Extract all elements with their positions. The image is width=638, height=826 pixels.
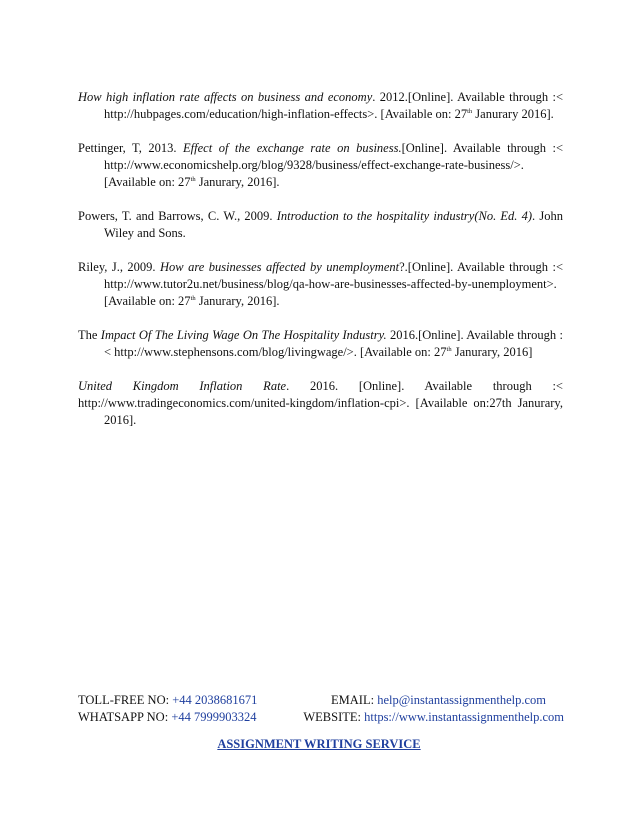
- service-link[interactable]: ASSIGNMENT WRITING SERVICE: [217, 737, 421, 751]
- footer-row-2: [78, 709, 564, 726]
- footer-row-1: [78, 692, 564, 709]
- website-info: WEBSITE: https://www.instantassignmenthelp.com: [303, 710, 564, 724]
- reference-entry: How high inflation rate affects on business and economy. 2012.[Online]. Available through :< http://hubpages.com/education/high-inflation-effects>. [Available on: 27th Janurary 2016].: [78, 90, 563, 121]
- reference-entry: The Impact Of The Living Wage On The Hospitality Industry. 2016.[Online]. Available through :< http://www.stephensons.com/blog/livingwage/>. [Available on: 27th Janurary, 2016]: [78, 328, 563, 359]
- reference-first-line: United Kingdom Inflation Rate. 2016. [Online]. Available through :<: [78, 379, 563, 393]
- reference-author: Pettinger, T, 2013.: [78, 141, 184, 155]
- reference-entry: Riley, J., 2009. How are businesses affected by unemployment?.[Online]. Available through :< http://www.tutor2u.net/business/blog/qa-how-are-businesses-affected-by-unemployment>. [Available on: 27th Janurary, 2016].: [78, 260, 563, 308]
- email-link[interactable]: help@instantassignmenthelp.com: [377, 693, 546, 707]
- reference-details: http://www.tradingeconomics.com/united-kingdom/inflation-cpi>. [Available on:27th Janurary, 2016].: [78, 396, 563, 427]
- contact-footer: [78, 692, 564, 726]
- email-info: EMAIL: help@instantassignmenthelp.com: [331, 693, 546, 707]
- reference-list: [78, 89, 563, 446]
- reference-details: [Online]. Available through :< http://www.economicshelp.org/blog/9328/business/effect-exchange-rate-business/>. [Available on: 27: [104, 141, 563, 189]
- tollfree-number[interactable]: +44 2038681671: [172, 693, 258, 707]
- reference-details: 2016.[Online]. Available through :< http://www.stephensons.com/blog/livingwage/>. [Available on: 27: [104, 328, 563, 359]
- reference-title: How are businesses affected by unemployment: [160, 260, 400, 274]
- reference-title: Introduction to the hospitality industry(No. Ed. 4): [276, 209, 533, 223]
- whatsapp-number[interactable]: +44 7999903324: [171, 710, 257, 724]
- reference-title: Effect of the exchange rate on business.: [183, 141, 402, 155]
- reference-title: How high inflation rate affects on business and economy: [78, 90, 373, 104]
- reference-title: United Kingdom Inflation Rate: [78, 379, 287, 393]
- reference-author: The: [78, 328, 101, 342]
- reference-entry: [78, 378, 563, 429]
- reference-details: ?.[Online]. Available through :< http://www.tutor2u.net/business/blog/qa-how-are-businesses-affected-by-unemployment>. [Available on: 27: [104, 260, 563, 308]
- website-link[interactable]: https://www.instantassignmenthelp.com: [364, 710, 564, 724]
- tollfree-info: TOLL-FREE NO: +44 2038681671: [78, 693, 258, 707]
- reference-title: Impact Of The Living Wage On The Hospitality Industry.: [100, 328, 387, 342]
- reference-author: Riley, J., 2009.: [78, 260, 160, 274]
- reference-details: . 2012.[Online]. Available through :< http://hubpages.com/education/high-inflation-effects>. [Available on: 27: [104, 90, 563, 121]
- whatsapp-info: WHATSAPP NO: +44 7999903324: [78, 710, 257, 724]
- reference-entry: [78, 208, 563, 242]
- reference-details: . John Wiley and Sons.: [104, 209, 563, 240]
- reference-author: Powers, T. and Barrows, C. W., 2009.: [78, 209, 277, 223]
- reference-entry: Pettinger, T, 2013. Effect of the exchange rate on business.[Online]. Available through :< http://www.economicshelp.org/blog/9328/business/effect-exchange-rate-business/>. [Available on: 27th Janurary, 2016].: [78, 141, 563, 189]
